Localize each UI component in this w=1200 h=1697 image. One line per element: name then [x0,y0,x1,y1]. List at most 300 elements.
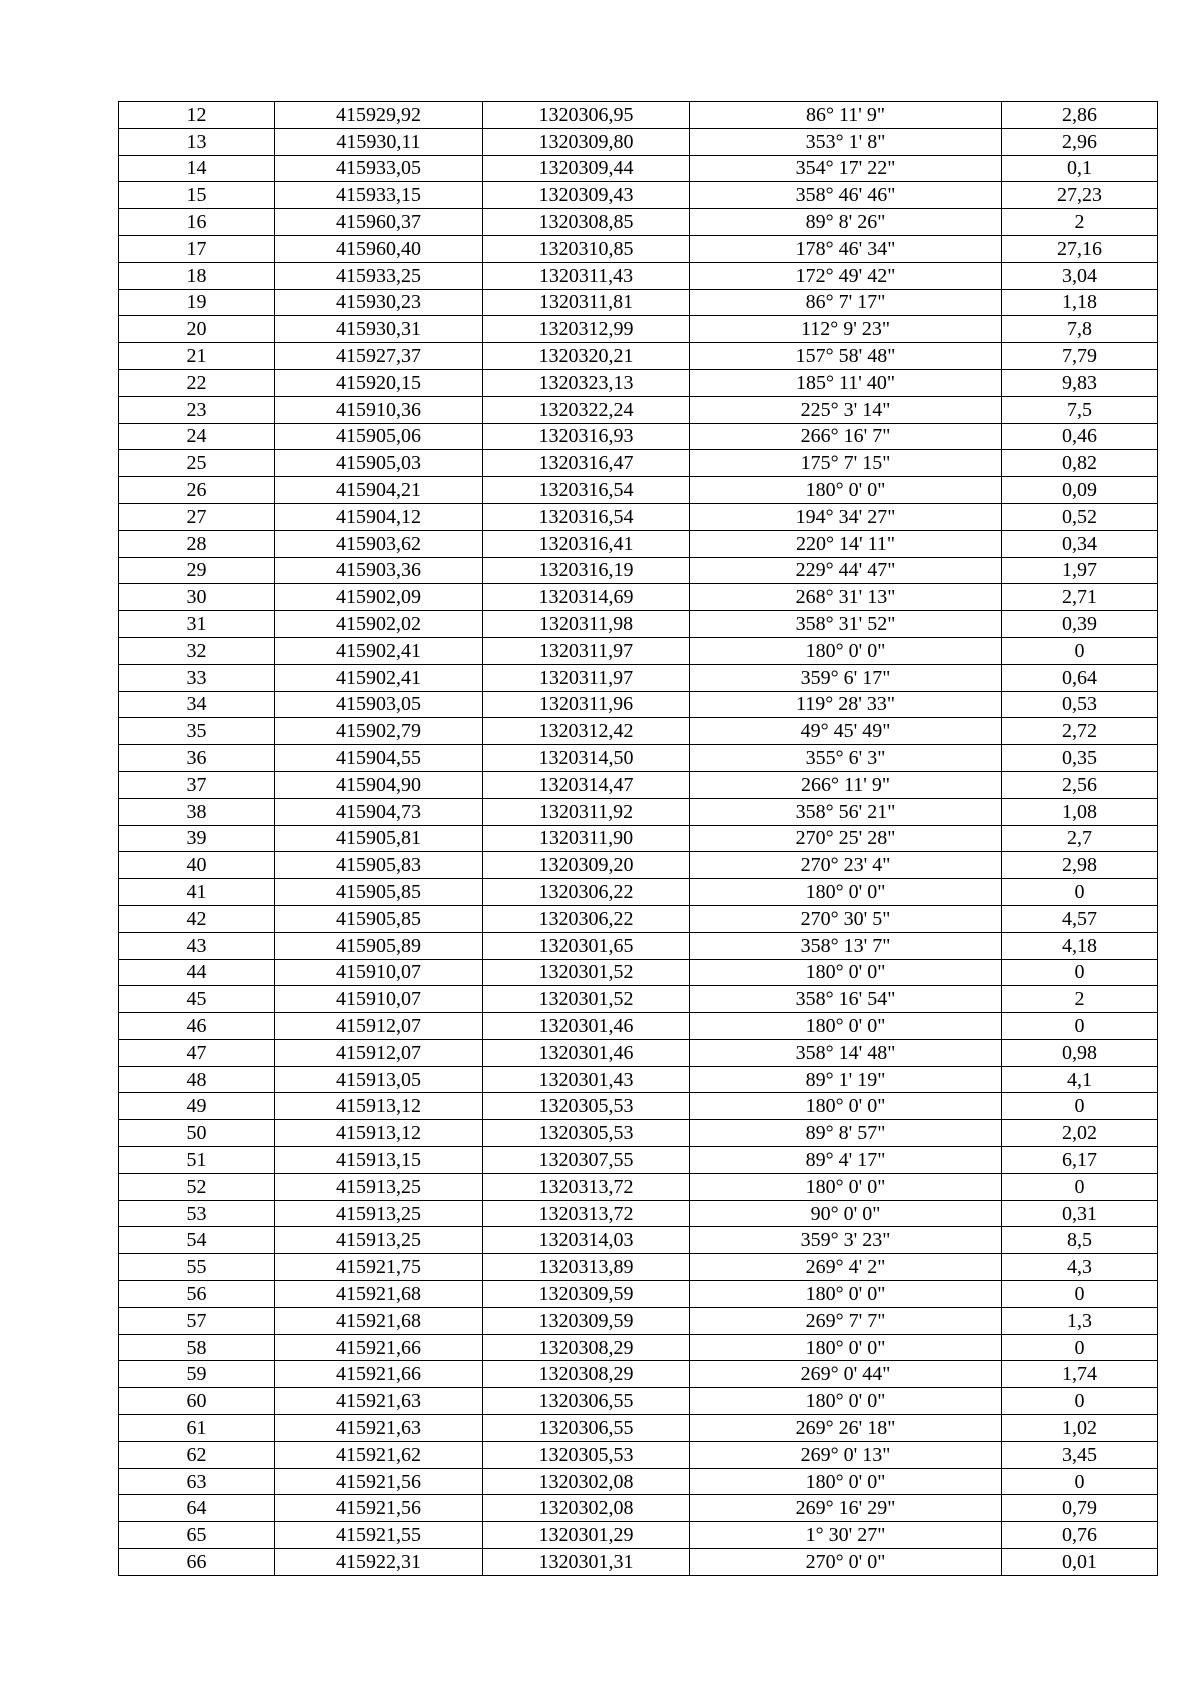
distance-cell: 0,39 [1002,611,1158,638]
x-coordinate-cell: 415913,12 [275,1120,483,1147]
x-coordinate-cell: 415903,62 [275,530,483,557]
direction-angle-cell: 180° 0' 0" [690,1281,1002,1308]
y-coordinate-cell: 1320313,72 [483,1173,690,1200]
point-number-cell: 16 [119,209,275,236]
distance-cell: 2,7 [1002,825,1158,852]
point-number-cell: 27 [119,503,275,530]
table-row [119,1039,1158,1066]
table-row [119,450,1158,477]
x-coordinate-cell: 415904,12 [275,503,483,530]
point-number-cell: 21 [119,343,275,370]
point-number-cell: 35 [119,718,275,745]
point-number-cell: 40 [119,852,275,879]
distance-cell: 0 [1002,637,1158,664]
point-number-cell: 55 [119,1254,275,1281]
distance-cell: 1,18 [1002,289,1158,316]
direction-angle-cell: 225° 3' 14" [690,396,1002,423]
direction-angle-cell: 180° 0' 0" [690,1468,1002,1495]
distance-cell: 2 [1002,986,1158,1013]
distance-cell: 2,96 [1002,128,1158,155]
table-row [119,102,1158,129]
table-row [119,745,1158,772]
direction-angle-cell: 86° 11' 9" [690,102,1002,129]
y-coordinate-cell: 1320311,81 [483,289,690,316]
y-coordinate-cell: 1320309,80 [483,128,690,155]
x-coordinate-cell: 415960,37 [275,209,483,236]
y-coordinate-cell: 1320314,69 [483,584,690,611]
y-coordinate-cell: 1320301,65 [483,932,690,959]
distance-cell: 2,71 [1002,584,1158,611]
point-number-cell: 51 [119,1147,275,1174]
x-coordinate-cell: 415904,55 [275,745,483,772]
distance-cell: 0 [1002,1281,1158,1308]
y-coordinate-cell: 1320306,22 [483,879,690,906]
x-coordinate-cell: 415913,25 [275,1173,483,1200]
distance-cell: 0 [1002,1173,1158,1200]
point-number-cell: 58 [119,1334,275,1361]
direction-angle-cell: 269° 26' 18" [690,1415,1002,1442]
direction-angle-cell: 112° 9' 23" [690,316,1002,343]
distance-cell: 0,82 [1002,450,1158,477]
y-coordinate-cell: 1320301,43 [483,1066,690,1093]
point-number-cell: 25 [119,450,275,477]
point-number-cell: 44 [119,959,275,986]
y-coordinate-cell: 1320316,54 [483,503,690,530]
y-coordinate-cell: 1320314,03 [483,1227,690,1254]
x-coordinate-cell: 415921,56 [275,1468,483,1495]
y-coordinate-cell: 1320312,42 [483,718,690,745]
distance-cell: 0,64 [1002,664,1158,691]
direction-angle-cell: 270° 30' 5" [690,905,1002,932]
table-row [119,155,1158,182]
distance-cell: 0,09 [1002,477,1158,504]
distance-cell: 0,1 [1002,155,1158,182]
direction-angle-cell: 359° 6' 17" [690,664,1002,691]
table-row [119,825,1158,852]
x-coordinate-cell: 415905,85 [275,905,483,932]
y-coordinate-cell: 1320306,55 [483,1415,690,1442]
point-number-cell: 32 [119,637,275,664]
y-coordinate-cell: 1320316,19 [483,557,690,584]
y-coordinate-cell: 1320323,13 [483,369,690,396]
distance-cell: 27,16 [1002,235,1158,262]
direction-angle-cell: 269° 0' 13" [690,1441,1002,1468]
direction-angle-cell: 180° 0' 0" [690,879,1002,906]
distance-cell: 7,79 [1002,343,1158,370]
y-coordinate-cell: 1320307,55 [483,1147,690,1174]
distance-cell: 0 [1002,1334,1158,1361]
point-number-cell: 45 [119,986,275,1013]
table-row [119,1066,1158,1093]
point-number-cell: 39 [119,825,275,852]
x-coordinate-cell: 415960,40 [275,235,483,262]
table-row [119,209,1158,236]
x-coordinate-cell: 415913,25 [275,1227,483,1254]
table-row [119,1334,1158,1361]
y-coordinate-cell: 1320313,72 [483,1200,690,1227]
table-row [119,477,1158,504]
direction-angle-cell: 269° 16' 29" [690,1495,1002,1522]
y-coordinate-cell: 1320314,47 [483,771,690,798]
direction-angle-cell: 358° 31' 52" [690,611,1002,638]
direction-angle-cell: 86° 7' 17" [690,289,1002,316]
direction-angle-cell: 180° 0' 0" [690,1013,1002,1040]
x-coordinate-cell: 415905,81 [275,825,483,852]
x-coordinate-cell: 415905,06 [275,423,483,450]
table-row [119,771,1158,798]
table-row [119,1147,1158,1174]
x-coordinate-cell: 415921,55 [275,1522,483,1549]
direction-angle-cell: 353° 1' 8" [690,128,1002,155]
table-row [119,1549,1158,1576]
direction-angle-cell: 49° 45' 49" [690,718,1002,745]
point-number-cell: 63 [119,1468,275,1495]
y-coordinate-cell: 1320308,29 [483,1334,690,1361]
table-row [119,530,1158,557]
point-number-cell: 15 [119,182,275,209]
y-coordinate-cell: 1320311,92 [483,798,690,825]
x-coordinate-cell: 415920,15 [275,369,483,396]
table-row [119,1093,1158,1120]
point-number-cell: 50 [119,1120,275,1147]
point-number-cell: 43 [119,932,275,959]
point-number-cell: 28 [119,530,275,557]
point-number-cell: 34 [119,691,275,718]
x-coordinate-cell: 415905,89 [275,932,483,959]
table-row [119,396,1158,423]
coordinates-table [118,101,1158,1576]
direction-angle-cell: 90° 0' 0" [690,1200,1002,1227]
direction-angle-cell: 180° 0' 0" [690,959,1002,986]
x-coordinate-cell: 415904,90 [275,771,483,798]
y-coordinate-cell: 1320301,46 [483,1013,690,1040]
x-coordinate-cell: 415933,15 [275,182,483,209]
point-number-cell: 12 [119,102,275,129]
table-row [119,1441,1158,1468]
point-number-cell: 48 [119,1066,275,1093]
y-coordinate-cell: 1320311,96 [483,691,690,718]
distance-cell: 0,98 [1002,1039,1158,1066]
y-coordinate-cell: 1320306,95 [483,102,690,129]
direction-angle-cell: 270° 0' 0" [690,1549,1002,1576]
x-coordinate-cell: 415913,12 [275,1093,483,1120]
point-number-cell: 59 [119,1361,275,1388]
table-row [119,1468,1158,1495]
x-coordinate-cell: 415921,66 [275,1334,483,1361]
x-coordinate-cell: 415902,41 [275,664,483,691]
table-row [119,316,1158,343]
table-row [119,235,1158,262]
direction-angle-cell: 355° 6' 3" [690,745,1002,772]
table-row [119,986,1158,1013]
x-coordinate-cell: 415910,36 [275,396,483,423]
point-number-cell: 23 [119,396,275,423]
x-coordinate-cell: 415902,02 [275,611,483,638]
direction-angle-cell: 358° 56' 21" [690,798,1002,825]
distance-cell: 0 [1002,1013,1158,1040]
y-coordinate-cell: 1320311,97 [483,637,690,664]
table-row [119,262,1158,289]
table-row [119,1388,1158,1415]
point-number-cell: 41 [119,879,275,906]
distance-cell: 6,17 [1002,1147,1158,1174]
table-row [119,1307,1158,1334]
distance-cell: 7,5 [1002,396,1158,423]
point-number-cell: 60 [119,1388,275,1415]
table-row [119,503,1158,530]
y-coordinate-cell: 1320301,52 [483,986,690,1013]
distance-cell: 1,97 [1002,557,1158,584]
y-coordinate-cell: 1320310,85 [483,235,690,262]
point-number-cell: 66 [119,1549,275,1576]
point-number-cell: 26 [119,477,275,504]
distance-cell: 0,31 [1002,1200,1158,1227]
x-coordinate-cell: 415930,11 [275,128,483,155]
x-coordinate-cell: 415904,73 [275,798,483,825]
direction-angle-cell: 180° 0' 0" [690,1093,1002,1120]
y-coordinate-cell: 1320309,59 [483,1307,690,1334]
x-coordinate-cell: 415912,07 [275,1039,483,1066]
point-number-cell: 17 [119,235,275,262]
table-row [119,959,1158,986]
table-row [119,932,1158,959]
direction-angle-cell: 157° 58' 48" [690,343,1002,370]
distance-cell: 0,46 [1002,423,1158,450]
direction-angle-cell: 269° 7' 7" [690,1307,1002,1334]
table-row [119,664,1158,691]
point-number-cell: 54 [119,1227,275,1254]
y-coordinate-cell: 1320305,53 [483,1120,690,1147]
distance-cell: 4,1 [1002,1066,1158,1093]
point-number-cell: 18 [119,262,275,289]
point-number-cell: 53 [119,1200,275,1227]
distance-cell: 0 [1002,1093,1158,1120]
y-coordinate-cell: 1320309,43 [483,182,690,209]
x-coordinate-cell: 415921,63 [275,1388,483,1415]
y-coordinate-cell: 1320301,46 [483,1039,690,1066]
x-coordinate-cell: 415905,85 [275,879,483,906]
y-coordinate-cell: 1320302,08 [483,1468,690,1495]
y-coordinate-cell: 1320314,50 [483,745,690,772]
direction-angle-cell: 269° 0' 44" [690,1361,1002,1388]
x-coordinate-cell: 415910,07 [275,959,483,986]
x-coordinate-cell: 415921,68 [275,1281,483,1308]
distance-cell: 2,56 [1002,771,1158,798]
table-row [119,1173,1158,1200]
x-coordinate-cell: 415913,15 [275,1147,483,1174]
x-coordinate-cell: 415930,23 [275,289,483,316]
point-number-cell: 31 [119,611,275,638]
point-number-cell: 14 [119,155,275,182]
distance-cell: 7,8 [1002,316,1158,343]
distance-cell: 1,3 [1002,1307,1158,1334]
direction-angle-cell: 180° 0' 0" [690,637,1002,664]
y-coordinate-cell: 1320316,93 [483,423,690,450]
y-coordinate-cell: 1320316,47 [483,450,690,477]
direction-angle-cell: 180° 0' 0" [690,1334,1002,1361]
x-coordinate-cell: 415913,05 [275,1066,483,1093]
distance-cell: 0,76 [1002,1522,1158,1549]
table-row [119,1200,1158,1227]
y-coordinate-cell: 1320313,89 [483,1254,690,1281]
table-row [119,718,1158,745]
x-coordinate-cell: 415921,63 [275,1415,483,1442]
distance-cell: 1,02 [1002,1415,1158,1442]
y-coordinate-cell: 1320322,24 [483,396,690,423]
point-number-cell: 33 [119,664,275,691]
y-coordinate-cell: 1320309,59 [483,1281,690,1308]
y-coordinate-cell: 1320316,41 [483,530,690,557]
x-coordinate-cell: 415913,25 [275,1200,483,1227]
distance-cell: 1,08 [1002,798,1158,825]
direction-angle-cell: 358° 14' 48" [690,1039,1002,1066]
y-coordinate-cell: 1320305,53 [483,1441,690,1468]
direction-angle-cell: 266° 16' 7" [690,423,1002,450]
direction-angle-cell: 354° 17' 22" [690,155,1002,182]
direction-angle-cell: 270° 25' 28" [690,825,1002,852]
point-number-cell: 37 [119,771,275,798]
x-coordinate-cell: 415902,79 [275,718,483,745]
x-coordinate-cell: 415905,03 [275,450,483,477]
distance-cell: 4,57 [1002,905,1158,932]
distance-cell: 0,79 [1002,1495,1158,1522]
distance-cell: 0,52 [1002,503,1158,530]
y-coordinate-cell: 1320309,44 [483,155,690,182]
distance-cell: 0,53 [1002,691,1158,718]
direction-angle-cell: 266° 11' 9" [690,771,1002,798]
x-coordinate-cell: 415903,05 [275,691,483,718]
x-coordinate-cell: 415921,56 [275,1495,483,1522]
direction-angle-cell: 89° 8' 26" [690,209,1002,236]
y-coordinate-cell: 1320312,99 [483,316,690,343]
y-coordinate-cell: 1320306,55 [483,1388,690,1415]
direction-angle-cell: 194° 34' 27" [690,503,1002,530]
distance-cell: 3,04 [1002,262,1158,289]
direction-angle-cell: 220° 14' 11" [690,530,1002,557]
y-coordinate-cell: 1320316,54 [483,477,690,504]
coordinates-table-body [119,102,1158,1576]
y-coordinate-cell: 1320308,85 [483,209,690,236]
distance-cell: 0 [1002,1468,1158,1495]
x-coordinate-cell: 415921,68 [275,1307,483,1334]
point-number-cell: 30 [119,584,275,611]
table-row [119,1120,1158,1147]
y-coordinate-cell: 1320320,21 [483,343,690,370]
direction-angle-cell: 359° 3' 23" [690,1227,1002,1254]
direction-angle-cell: 89° 4' 17" [690,1147,1002,1174]
y-coordinate-cell: 1320311,43 [483,262,690,289]
table-row [119,852,1158,879]
table-row [119,905,1158,932]
x-coordinate-cell: 415929,92 [275,102,483,129]
direction-angle-cell: 180° 0' 0" [690,477,1002,504]
point-number-cell: 65 [119,1522,275,1549]
y-coordinate-cell: 1320311,97 [483,664,690,691]
distance-cell: 2,86 [1002,102,1158,129]
table-row [119,182,1158,209]
x-coordinate-cell: 415921,66 [275,1361,483,1388]
direction-angle-cell: 178° 46' 34" [690,235,1002,262]
y-coordinate-cell: 1320302,08 [483,1495,690,1522]
y-coordinate-cell: 1320306,22 [483,905,690,932]
distance-cell: 0 [1002,1388,1158,1415]
point-number-cell: 36 [119,745,275,772]
table-row [119,1415,1158,1442]
table-row [119,1254,1158,1281]
table-row [119,1013,1158,1040]
point-number-cell: 61 [119,1415,275,1442]
table-row [119,584,1158,611]
y-coordinate-cell: 1320305,53 [483,1093,690,1120]
direction-angle-cell: 229° 44' 47" [690,557,1002,584]
distance-cell: 2,98 [1002,852,1158,879]
distance-cell: 4,3 [1002,1254,1158,1281]
table-row [119,798,1158,825]
point-number-cell: 20 [119,316,275,343]
x-coordinate-cell: 415902,41 [275,637,483,664]
direction-angle-cell: 180° 0' 0" [690,1173,1002,1200]
distance-cell: 0,35 [1002,745,1158,772]
table-row [119,369,1158,396]
y-coordinate-cell: 1320309,20 [483,852,690,879]
x-coordinate-cell: 415912,07 [275,1013,483,1040]
point-number-cell: 52 [119,1173,275,1200]
distance-cell: 0,01 [1002,1549,1158,1576]
point-number-cell: 57 [119,1307,275,1334]
distance-cell: 8,5 [1002,1227,1158,1254]
table-row [119,1281,1158,1308]
table-row [119,1227,1158,1254]
distance-cell: 0 [1002,879,1158,906]
point-number-cell: 62 [119,1441,275,1468]
x-coordinate-cell: 415905,83 [275,852,483,879]
point-number-cell: 24 [119,423,275,450]
y-coordinate-cell: 1320308,29 [483,1361,690,1388]
direction-angle-cell: 119° 28' 33" [690,691,1002,718]
point-number-cell: 19 [119,289,275,316]
x-coordinate-cell: 415903,36 [275,557,483,584]
distance-cell: 2 [1002,209,1158,236]
y-coordinate-cell: 1320311,90 [483,825,690,852]
direction-angle-cell: 1° 30' 27" [690,1522,1002,1549]
y-coordinate-cell: 1320301,31 [483,1549,690,1576]
direction-angle-cell: 89° 1' 19" [690,1066,1002,1093]
y-coordinate-cell: 1320311,98 [483,611,690,638]
distance-cell: 4,18 [1002,932,1158,959]
direction-angle-cell: 180° 0' 0" [690,1388,1002,1415]
distance-cell: 1,74 [1002,1361,1158,1388]
table-row [119,611,1158,638]
x-coordinate-cell: 415921,62 [275,1441,483,1468]
table-row [119,557,1158,584]
point-number-cell: 29 [119,557,275,584]
table-row [119,289,1158,316]
table-row [119,1495,1158,1522]
point-number-cell: 47 [119,1039,275,1066]
distance-cell: 2,02 [1002,1120,1158,1147]
x-coordinate-cell: 415933,25 [275,262,483,289]
point-number-cell: 46 [119,1013,275,1040]
point-number-cell: 49 [119,1093,275,1120]
x-coordinate-cell: 415904,21 [275,477,483,504]
point-number-cell: 22 [119,369,275,396]
table-row [119,343,1158,370]
direction-angle-cell: 358° 16' 54" [690,986,1002,1013]
table-row [119,637,1158,664]
table-row [119,879,1158,906]
distance-cell: 0,34 [1002,530,1158,557]
distance-cell: 27,23 [1002,182,1158,209]
